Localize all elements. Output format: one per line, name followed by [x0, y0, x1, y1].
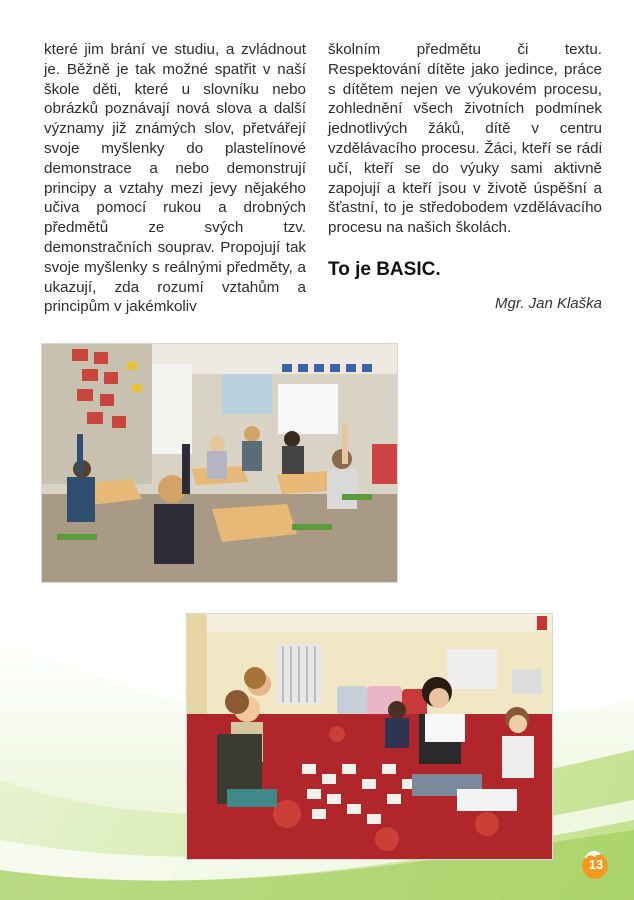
left-paragraph: které jim brání ve studiu, a zvládnout je. Běžně je tak možné spatřit v naší škole děti, které u slovníku nebo obrázků poznávají nová slova a další významy již známých slov, přetvářejí svoje myšlenky do plastelínové demonstrace a nebo demonstrují principy a vztahy mezi jevy nějakého učiva pomocí rukou a drobných předmětů ze svých tzv. demonstračních souprav. Propojují tak svoje myšlenky s reálnými předměty, a ukazují, zda rozumí vztahům a principům v jakémkoliv: [44, 41, 306, 316]
right-text-column: [328, 40, 602, 314]
author-signature: Mgr. Jan Klaška: [495, 294, 602, 312]
classroom-photo: [41, 343, 398, 583]
left-text-column: [44, 40, 306, 317]
right-paragraph: školním předmětu či textu. Respektování dítěte jako jedince, práce s dítětem nejen ve výukovém procesu, zohlednění všech životních podmínek jednotlivých žáků, dítě v centru vzdělávacího procesu. Žáci, kteří se rádi učí, kteří se do výuky sami aktivně zapojují a kteří jsou v životě úspěšní a šťastní, to je středobodem vzdělávacího procesu na našich školách.: [328, 41, 602, 237]
page-number: 13: [588, 857, 604, 872]
carpet-reading-photo: [186, 613, 553, 860]
highlight-statement: To je BASIC.: [328, 258, 441, 280]
